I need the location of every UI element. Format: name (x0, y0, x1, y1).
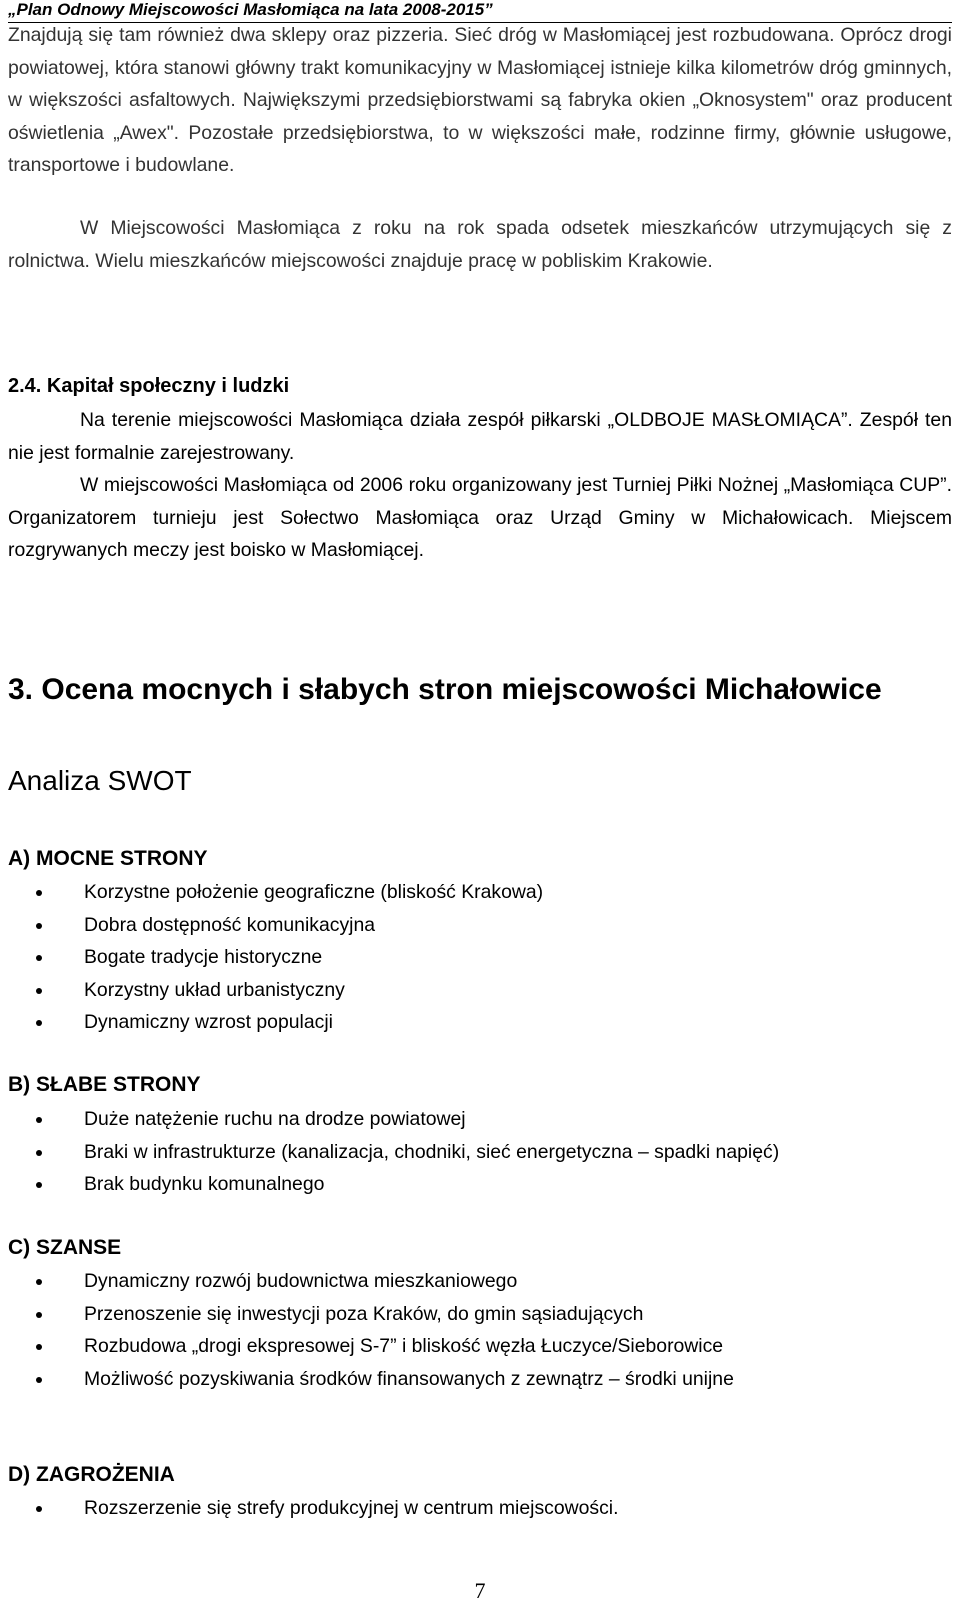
list-item: Dobra dostępność komunikacyjna (8, 909, 952, 942)
list-item: Rozbudowa „drogi ekspresowej S-7” i bliskość węzła Łuczyce/Sieborowice (8, 1330, 952, 1363)
swot-strengths-heading: A) MOCNE STRONY (8, 847, 208, 870)
list-item: Możliwość pozyskiwania środków finansowanych z zewnątrz – środki unijne (8, 1363, 952, 1396)
list-item: Dynamiczny rozwój budownictwa mieszkaniowego (8, 1265, 952, 1298)
chapter-subtitle: Analiza SWOT (8, 765, 192, 796)
list-item: Przenoszenie się inwestycji poza Kraków, do gmin sąsiadujących (8, 1298, 952, 1331)
list-item: Korzystny układ urbanistyczny (8, 974, 952, 1007)
list-item: Korzystne położenie geograficzne (bliskość Krakowa) (8, 876, 952, 909)
list-item: Duże natężenie ruchu na drodze powiatowej (8, 1103, 952, 1136)
paragraph-football-team: Na terenie miejscowości Masłomiąca działa zespół piłkarski „OLDBOJE MASŁOMIĄCA”. Zespół ten nie jest formalnie zarejestrowany. (8, 409, 952, 464)
header-title: „Plan Odnowy Miejscowości Masłomiąca na lata 2008-2015” (8, 0, 493, 19)
bullet-icon (36, 1279, 42, 1285)
list-item: Brak budynku komunalnego (8, 1168, 952, 1201)
swot-weaknesses-heading: B) SŁABE STRONY (8, 1073, 201, 1096)
chapter-heading-3: 3. Ocena mocnych i słabych stron miejscowości Michałowice (8, 673, 882, 706)
bullet-icon (36, 1117, 42, 1123)
swot-opportunities-heading: C) SZANSE (8, 1236, 122, 1259)
page-number: 7 (474, 1578, 486, 1603)
bullet-icon (36, 988, 42, 994)
swot-strengths-list (8, 876, 952, 1039)
swot-weaknesses-list (8, 1103, 952, 1201)
bullet-icon (36, 923, 42, 929)
section-heading-2-4: 2.4. Kapitał społeczny i ludzki (8, 375, 290, 397)
bullet-icon (36, 1506, 42, 1512)
bullet-icon (36, 1344, 42, 1350)
list-item: Dynamiczny wzrost populacji (8, 1006, 952, 1039)
swot-opportunities-list (8, 1265, 952, 1395)
bullet-icon (36, 1020, 42, 1026)
bullet-icon (36, 1182, 42, 1188)
paragraph-tournament: W miejscowości Masłomiąca od 2006 roku organizowany jest Turniej Piłki Nożnej „Masłomiąca CUP”. Organizatorem turnieju jest Sołectwo Masłomiąca oraz Urząd Gminy w Michałowicach. Miejscem rozgrywanych meczy jest boisko w Masłomiącej. (8, 474, 952, 561)
swot-threats-list (8, 1492, 952, 1525)
bullet-icon (36, 1377, 42, 1383)
bullet-icon (36, 1150, 42, 1156)
swot-threats-heading: D) ZAGROŻENIA (8, 1463, 175, 1486)
bullet-icon (36, 1312, 42, 1318)
paragraph-agriculture: W Miejscowości Masłomiąca z roku na rok spada odsetek mieszkańców utrzymujących się z rolnictwa. Wielu mieszkańców miejscowości znajduje pracę w pobliskim Krakowie. (8, 217, 952, 272)
list-item: Bogate tradycje historyczne (8, 941, 952, 974)
bullet-icon (36, 955, 42, 961)
paragraph-economy: Znajdują się tam również dwa sklepy oraz pizzeria. Sieć dróg w Masłomiącej jest rozbudowana. Oprócz drogi powiatowej, która stanowi główny trakt komunikacyjny w Masłomiącej istnieje kilka kilometrów dróg gminnych, w większości asfaltowych. Największymi przedsiębiorstwami są fabryka okien „Oknosystem" oraz producent oświetlenia „Awex". Pozostałe przedsiębiorstwa, to w większości małe, rodzinne firmy, głównie usługowe, transportowe i budowlane. (8, 24, 952, 176)
bullet-icon (36, 890, 42, 896)
list-item: Braki w infrastrukturze (kanalizacja, chodniki, sieć energetyczna – spadki napięć) (8, 1136, 952, 1169)
list-item: Rozszerzenie się strefy produkcyjnej w centrum miejscowości. (8, 1492, 952, 1525)
